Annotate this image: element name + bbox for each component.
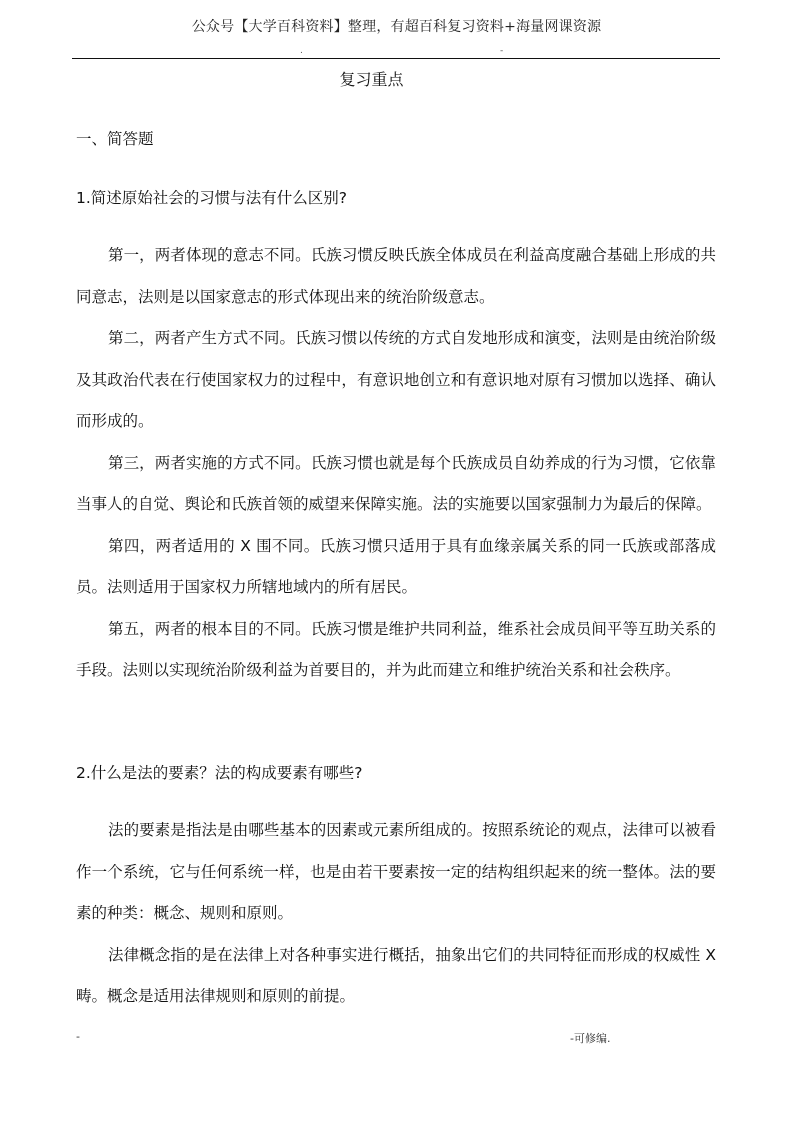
answer-paragraph: 法律概念指的是在法律上对各种事实进行概括，抽象出它们的共同特征而形成的权威性 X 畴。概念是适用法律规则和原则的前提。 bbox=[76, 945, 716, 1005]
footer-left-mark: - bbox=[76, 1030, 80, 1043]
header-mark-dot: . bbox=[300, 46, 303, 56]
answer-paragraph: 第四，两者适用的 X 围不同。氏族习惯只适用于具有血缘亲属关系的同一氏族或部落成员。法则适用于国家权力所辖地域内的所有居民。 bbox=[76, 536, 716, 596]
header-banner: 公众号【大学百科资料】整理，有超百科复习资料+海量网课资源 bbox=[191, 19, 602, 35]
answer-paragraph: 第二，两者产生方式不同。氏族习惯以传统的方式自发地形成和演变，法则是由统治阶级及其政治代表在行使国家权力的过程中，有意识地创立和有意识地对原有习惯加以选择、确认而形成的。 bbox=[76, 329, 716, 430]
answer-paragraph: 法的要素是指法是由哪些基本的因素或元素所组成的。按照系统论的观点，法律可以被看作一个系统，它与任何系统一样，也是由若干要素按一定的结构组织起来的统一整体。法的要素的种类：概念、规则和原则。 bbox=[76, 821, 716, 922]
question-2-answer bbox=[76, 810, 716, 1018]
section-heading: 一、简答题 bbox=[76, 130, 154, 148]
document-title: 复习重点 bbox=[339, 70, 404, 89]
question-2-heading: 2.什么是法的要素？法的构成要素有哪些? bbox=[76, 764, 363, 782]
footer-editable-label: -可修编. bbox=[570, 1032, 611, 1045]
header-mark-dash: - bbox=[500, 46, 504, 56]
question-1-heading: 1.简述原始社会的习惯与法有什么区别? bbox=[76, 189, 348, 207]
answer-paragraph: 第五，两者的根本目的不同。氏族习惯是维护共同利益，维系社会成员间平等互助关系的手段。法则以实现统治阶级利益为首要目的，并为此而建立和维护统治关系和社会秩序。 bbox=[76, 619, 716, 679]
question-1-answer bbox=[76, 235, 716, 692]
answer-paragraph: 第一，两者体现的意志不同。氏族习惯反映氏族全体成员在利益高度融合基础上形成的共同意志，法则是以国家意志的形式体现出来的统治阶级意志。 bbox=[76, 246, 716, 306]
header-rule bbox=[72, 58, 720, 59]
answer-paragraph: 第三，两者实施的方式不同。氏族习惯也就是每个氏族成员自幼养成的行为习惯，它依靠当事人的自觉、舆论和氏族首领的威望来保障实施。法的实施要以国家强制力为最后的保障。 bbox=[76, 453, 716, 513]
